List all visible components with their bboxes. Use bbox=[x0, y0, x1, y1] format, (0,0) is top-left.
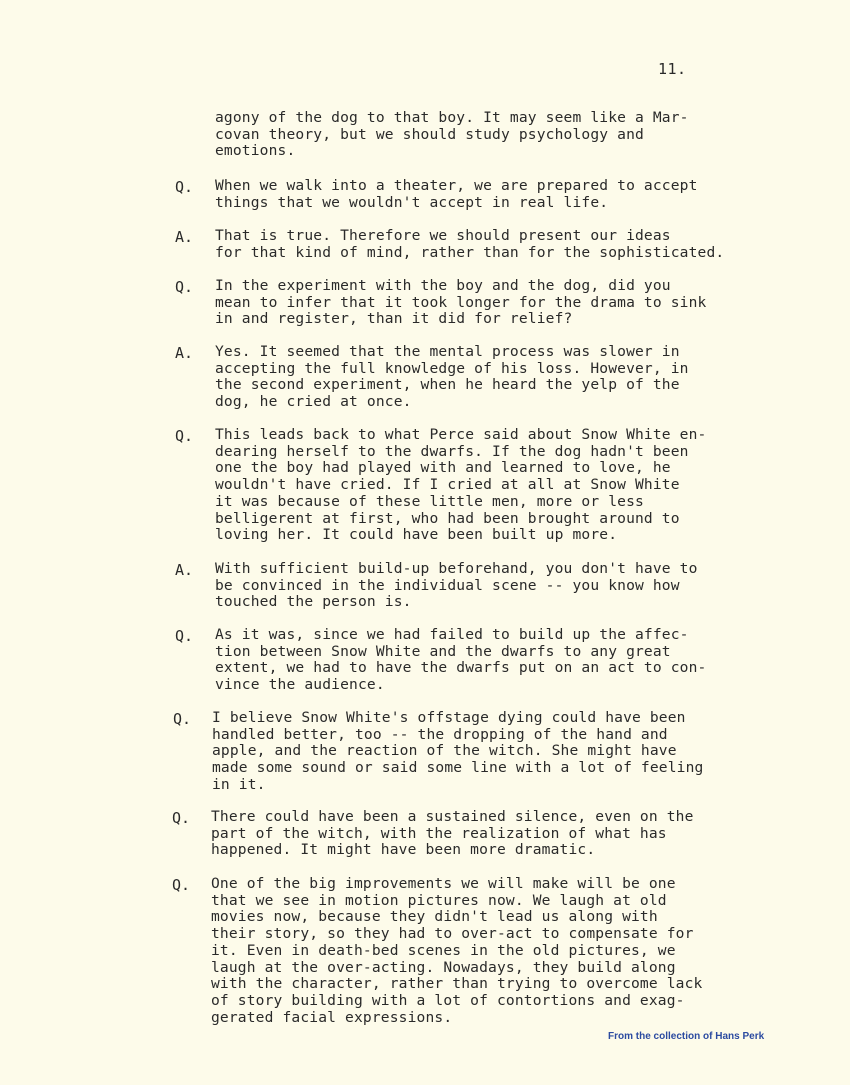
entry-text: One of the big improvements we will make will be one that we see in motion pictures now. We laugh at old movies now, because they didn't lead us along with their story, so they had to over-act to compensate for it. Even in death-bed scenes in the old pictures, we laugh at the over-acting. Nowadays, they build along with the character, rather than trying to overcome lack of story building with a lot of contortions and exag- gerated facial expressions. bbox=[211, 875, 703, 1026]
speaker-label: Q. bbox=[175, 627, 194, 645]
speaker-label: Q. bbox=[172, 809, 191, 827]
entry-text: Yes. It seemed that the mental process was slower in accepting the full knowledge of his loss. However, in the second experiment, when he heard the yelp of the dog, he cried at once. bbox=[215, 343, 689, 411]
speaker-label: A. bbox=[175, 228, 194, 246]
speaker-label: A. bbox=[175, 561, 194, 579]
speaker-label: Q. bbox=[172, 876, 191, 894]
speaker-label: Q. bbox=[175, 427, 194, 445]
entry-text: As it was, since we had failed to build up the affec- tion between Snow White and the dwarfs to any great extent, we had to have the dwarfs put on an act to con- vince the audience. bbox=[215, 626, 707, 694]
entry-text: agony of the dog to that boy. It may seem like a Mar- covan theory, but we should study psychology and emotions. bbox=[215, 109, 689, 160]
entry-text: This leads back to what Perce said about Snow White en- dearing herself to the dwarfs. If the dog hadn't been one the boy had played with and learned to love, he wouldn't have cried. If I cried at all at Snow White it was because of these little men, more or less belligerent at first, who had been brought around to loving her. It could have been built up more. bbox=[215, 426, 707, 544]
page-number: 11. bbox=[658, 60, 687, 78]
entry-text: In the experiment with the boy and the dog, did you mean to infer that it took longer for the drama to sink in and register, than it did for relief? bbox=[215, 277, 707, 328]
speaker-label: A. bbox=[175, 344, 194, 362]
speaker-label: Q. bbox=[173, 710, 192, 728]
entry-text: With sufficient build-up beforehand, you don't have to be convinced in the individual scene -- you know how touched the person is. bbox=[215, 560, 698, 611]
entry-text: There could have been a sustained silence, even on the part of the witch, with the realization of what has happened. It might have been more dramatic. bbox=[211, 808, 694, 859]
entry-text: When we walk into a theater, we are prepared to accept things that we wouldn't accept in real life. bbox=[215, 177, 698, 211]
speaker-label: Q. bbox=[175, 178, 194, 196]
entry-text: That is true. Therefore we should present our ideas for that kind of mind, rather than for the sophisticated. bbox=[215, 227, 725, 261]
speaker-label: Q. bbox=[175, 278, 194, 296]
collection-watermark: From the collection of Hans Perk bbox=[608, 1031, 765, 1042]
entry-text: I believe Snow White's offstage dying could have been handled better, too -- the dropping of the hand and apple, and the reaction of the witch. She might have made some sound or said some line with a lot of feeling in it. bbox=[212, 709, 704, 793]
